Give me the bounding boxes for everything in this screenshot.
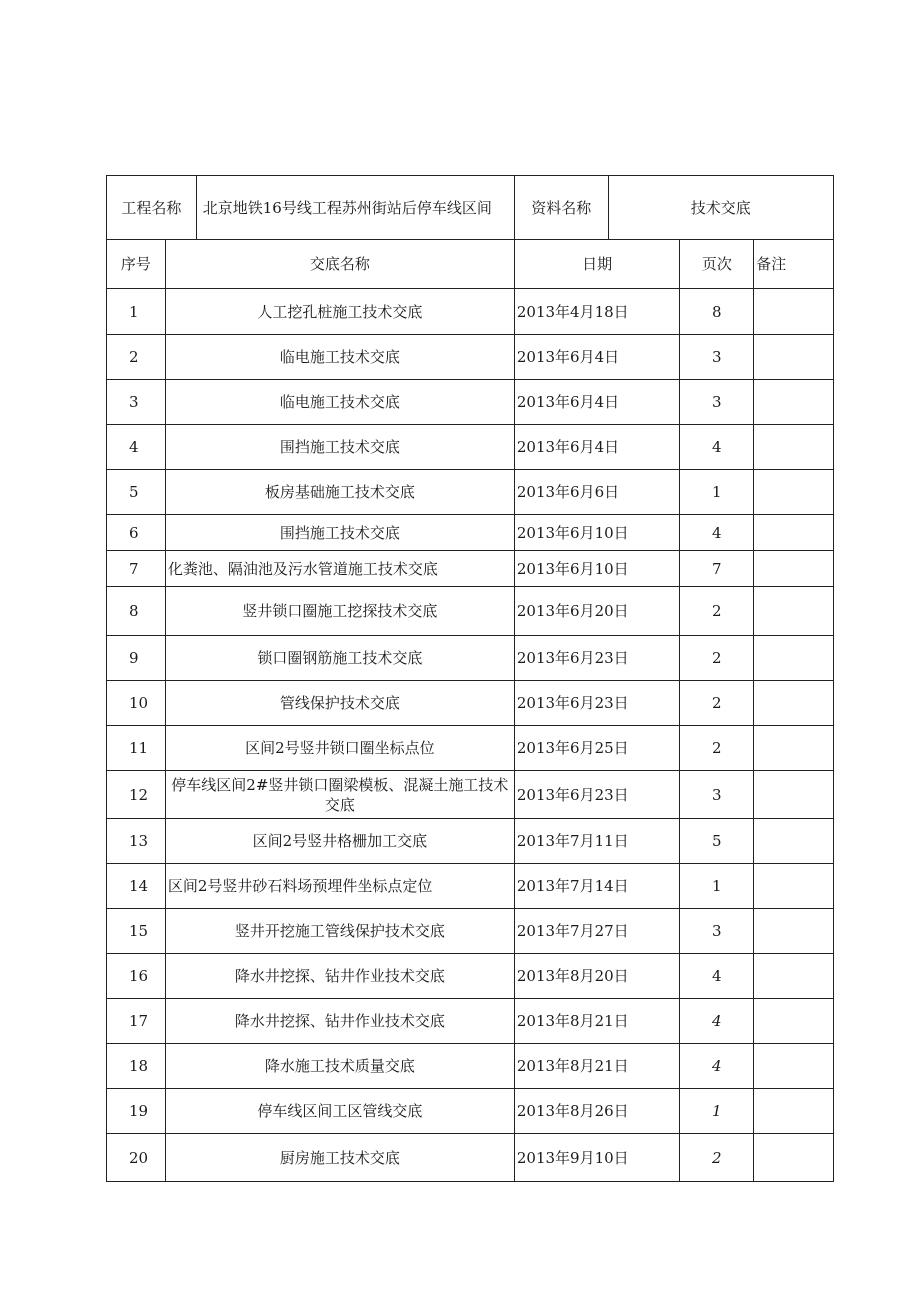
row-name xyxy=(166,954,515,998)
row-seq xyxy=(107,380,166,424)
row-date-text: 2013年6月20日 xyxy=(516,602,629,620)
row-seq xyxy=(107,1134,166,1181)
table-row xyxy=(107,1044,833,1089)
table-row xyxy=(107,771,833,819)
row-pages: 3 xyxy=(680,909,754,953)
row-seq xyxy=(107,726,166,770)
row-name-text: 区间2号竖井锁口圈坐标点位 xyxy=(245,739,435,757)
row-name xyxy=(166,515,515,550)
row-date xyxy=(515,551,681,586)
row-name-text: 化粪池、隔油池及污水管道施工技术交底 xyxy=(167,559,438,578)
row-seq-text: 4 xyxy=(129,438,139,456)
row-note xyxy=(754,909,833,953)
table-row xyxy=(107,909,833,954)
row-seq xyxy=(107,909,166,953)
row-name xyxy=(166,551,515,586)
row-pages: 2 xyxy=(680,636,754,680)
row-date-text: 2013年6月4日 xyxy=(516,438,620,456)
column-header-pages: 页次 xyxy=(680,240,754,288)
table-row xyxy=(107,1134,833,1181)
row-date-text: 2013年6月6日 xyxy=(516,483,620,501)
row-name xyxy=(166,681,515,725)
row-seq-text: 17 xyxy=(129,1012,149,1030)
row-note xyxy=(754,1044,833,1088)
row-seq xyxy=(107,864,166,908)
row-seq xyxy=(107,425,166,469)
row-name xyxy=(166,335,515,379)
row-name-text: 围挡施工技术交底 xyxy=(279,523,400,542)
row-seq-text: 15 xyxy=(129,922,149,940)
row-note xyxy=(754,954,833,998)
row-seq-text: 11 xyxy=(129,739,149,757)
row-seq xyxy=(107,515,166,550)
row-note xyxy=(754,551,833,586)
row-date xyxy=(515,1134,681,1181)
row-date xyxy=(515,681,681,725)
table-row xyxy=(107,425,833,470)
row-date xyxy=(515,999,681,1043)
row-pages: 4 xyxy=(680,1044,754,1088)
row-name-text: 锁口圈钢筋施工技术交底 xyxy=(257,649,423,667)
row-date xyxy=(515,771,681,818)
row-seq xyxy=(107,771,166,818)
row-date-text: 2013年7月27日 xyxy=(516,922,629,940)
row-note xyxy=(754,335,833,379)
table-row xyxy=(107,864,833,909)
row-seq xyxy=(107,551,166,586)
table-row xyxy=(107,819,833,864)
row-name xyxy=(166,819,515,863)
row-date-text: 2013年6月4日 xyxy=(516,393,620,411)
row-seq xyxy=(107,1044,166,1088)
table-row xyxy=(107,681,833,726)
row-name xyxy=(166,999,515,1043)
row-note xyxy=(754,999,833,1043)
row-seq-text: 10 xyxy=(129,694,149,712)
row-name xyxy=(166,909,515,953)
row-pages: 3 xyxy=(680,335,754,379)
row-pages: 2 xyxy=(680,1134,754,1181)
row-seq-text: 18 xyxy=(129,1057,149,1075)
row-note xyxy=(754,819,833,863)
row-pages: 2 xyxy=(680,726,754,770)
row-name xyxy=(166,1044,515,1088)
document-table xyxy=(106,175,834,1182)
row-seq-text: 19 xyxy=(129,1102,149,1120)
row-seq-text: 20 xyxy=(129,1148,149,1167)
table-row xyxy=(107,954,833,999)
row-pages: 7 xyxy=(680,551,754,586)
row-date-text: 2013年6月25日 xyxy=(516,739,629,757)
row-pages: 3 xyxy=(680,771,754,818)
row-date xyxy=(515,819,681,863)
row-seq xyxy=(107,587,166,635)
header-row xyxy=(107,176,833,240)
row-name-text: 降水井挖探、钻井作业技术交底 xyxy=(234,967,445,985)
column-header-row xyxy=(107,240,833,289)
row-date-text: 2013年6月23日 xyxy=(516,785,629,804)
row-date xyxy=(515,289,681,334)
row-date-text: 2013年6月23日 xyxy=(516,649,629,667)
row-name xyxy=(166,425,515,469)
row-name-text: 停车线区间工区管线交底 xyxy=(257,1102,423,1120)
row-name-text: 区间2号竖井砂石料场预埋件坐标点定位 xyxy=(167,877,433,895)
column-header-name: 交底名称 xyxy=(166,240,515,288)
row-pages: 4 xyxy=(680,954,754,998)
table-row xyxy=(107,1089,833,1134)
row-date xyxy=(515,380,681,424)
row-date-text: 2013年8月21日 xyxy=(516,1012,629,1030)
row-pages: 4 xyxy=(680,999,754,1043)
row-pages: 3 xyxy=(680,380,754,424)
row-name-text: 区间2号竖井格栅加工交底 xyxy=(252,832,428,850)
row-seq xyxy=(107,335,166,379)
row-seq xyxy=(107,681,166,725)
row-seq-text: 3 xyxy=(129,393,139,411)
doc-name: 技术交底 xyxy=(690,198,751,217)
row-name-text: 厨房施工技术交底 xyxy=(279,1148,400,1167)
table-row xyxy=(107,470,833,515)
row-date xyxy=(515,515,681,550)
row-seq-text: 5 xyxy=(129,483,139,501)
row-seq xyxy=(107,289,166,334)
row-note xyxy=(754,636,833,680)
table-row xyxy=(107,335,833,380)
row-name-text: 降水施工技术质量交底 xyxy=(264,1057,415,1075)
row-note xyxy=(754,1134,833,1181)
row-pages: 8 xyxy=(680,289,754,334)
row-date xyxy=(515,587,681,635)
row-date xyxy=(515,470,681,514)
row-note xyxy=(754,470,833,514)
row-seq xyxy=(107,954,166,998)
row-note xyxy=(754,289,833,334)
row-seq-text: 1 xyxy=(129,302,139,321)
row-seq xyxy=(107,636,166,680)
row-name-text: 人工挖孔桩施工技术交底 xyxy=(257,302,423,321)
row-date-text: 2013年6月10日 xyxy=(516,559,629,578)
row-date-text: 2013年8月21日 xyxy=(516,1057,629,1075)
row-note xyxy=(754,864,833,908)
row-name xyxy=(166,1089,515,1133)
row-note xyxy=(754,726,833,770)
row-note xyxy=(754,380,833,424)
row-date xyxy=(515,335,681,379)
row-seq-text: 12 xyxy=(129,785,149,804)
table-body xyxy=(107,289,833,1181)
row-seq-text: 2 xyxy=(129,348,139,366)
row-pages: 1 xyxy=(680,864,754,908)
table-row xyxy=(107,999,833,1044)
row-seq xyxy=(107,999,166,1043)
row-pages: 2 xyxy=(680,587,754,635)
row-seq-text: 9 xyxy=(129,649,139,667)
row-name xyxy=(166,771,515,818)
row-note xyxy=(754,1089,833,1133)
doc-label: 资料名称 xyxy=(515,176,609,239)
row-date xyxy=(515,1089,681,1133)
column-header-seq: 序号 xyxy=(107,240,166,288)
row-date-text: 2013年6月10日 xyxy=(516,523,629,542)
row-date xyxy=(515,909,681,953)
row-name xyxy=(166,636,515,680)
table-row xyxy=(107,636,833,681)
row-name-text: 临电施工技术交底 xyxy=(279,393,400,411)
row-name-text: 管线保护技术交底 xyxy=(279,694,400,712)
row-date-text: 2013年8月26日 xyxy=(516,1102,629,1120)
row-seq-text: 8 xyxy=(129,602,139,620)
table-row xyxy=(107,726,833,771)
column-header-date: 日期 xyxy=(515,240,681,288)
row-name xyxy=(166,289,515,334)
row-date-text: 2013年7月14日 xyxy=(516,877,629,895)
row-seq-text: 16 xyxy=(129,967,149,985)
row-pages: 4 xyxy=(680,515,754,550)
table-row xyxy=(107,587,833,636)
row-name xyxy=(166,726,515,770)
row-seq-text: 6 xyxy=(129,523,139,542)
row-date xyxy=(515,726,681,770)
table-row xyxy=(107,515,833,551)
row-name-text: 临电施工技术交底 xyxy=(279,348,400,366)
row-name-text: 围挡施工技术交底 xyxy=(279,438,400,456)
row-pages: 2 xyxy=(680,681,754,725)
row-date-text: 2013年9月10日 xyxy=(516,1148,629,1167)
row-seq xyxy=(107,819,166,863)
row-name-text: 竖井锁口圈施工挖探技术交底 xyxy=(242,602,438,620)
row-pages: 4 xyxy=(680,425,754,469)
row-seq xyxy=(107,470,166,514)
table-row xyxy=(107,551,833,587)
row-seq-text: 13 xyxy=(129,832,149,850)
row-name-text: 竖井开挖施工管线保护技术交底 xyxy=(234,922,445,940)
row-name-line2: 交底 xyxy=(324,795,355,814)
project-label: 工程名称 xyxy=(107,176,197,239)
table-row xyxy=(107,289,833,335)
project-name: 北京地铁16号线工程苏州街站后停车线区间 xyxy=(197,176,515,239)
row-date-text: 2013年8月20日 xyxy=(516,967,629,985)
row-note xyxy=(754,771,833,818)
row-name-text: 板房基础施工技术交底 xyxy=(264,483,415,501)
row-note xyxy=(754,425,833,469)
row-note xyxy=(754,587,833,635)
row-date-text: 2013年4月18日 xyxy=(516,302,629,321)
row-name xyxy=(166,470,515,514)
row-name-text: 降水井挖探、钻井作业技术交底 xyxy=(234,1012,445,1030)
row-date-text: 2013年6月23日 xyxy=(516,694,629,712)
row-date xyxy=(515,1044,681,1088)
row-name xyxy=(166,864,515,908)
table-row xyxy=(107,380,833,425)
row-date xyxy=(515,425,681,469)
row-pages: 5 xyxy=(680,819,754,863)
row-note xyxy=(754,515,833,550)
row-date-text: 2013年7月11日 xyxy=(516,832,629,850)
row-date xyxy=(515,954,681,998)
row-date xyxy=(515,864,681,908)
row-name xyxy=(166,587,515,635)
row-name-line1: 停车线区间2#竖井锁口圈梁模板、混凝土施工技术 xyxy=(171,775,509,794)
column-header-note: 备注 xyxy=(756,255,787,273)
row-date-text: 2013年6月4日 xyxy=(516,348,620,366)
row-pages: 1 xyxy=(680,1089,754,1133)
row-seq-text: 7 xyxy=(129,559,139,578)
row-name xyxy=(166,1134,515,1181)
row-seq-text: 14 xyxy=(129,877,149,895)
row-note xyxy=(754,681,833,725)
row-pages: 1 xyxy=(680,470,754,514)
row-date xyxy=(515,636,681,680)
row-name xyxy=(166,380,515,424)
row-seq xyxy=(107,1089,166,1133)
